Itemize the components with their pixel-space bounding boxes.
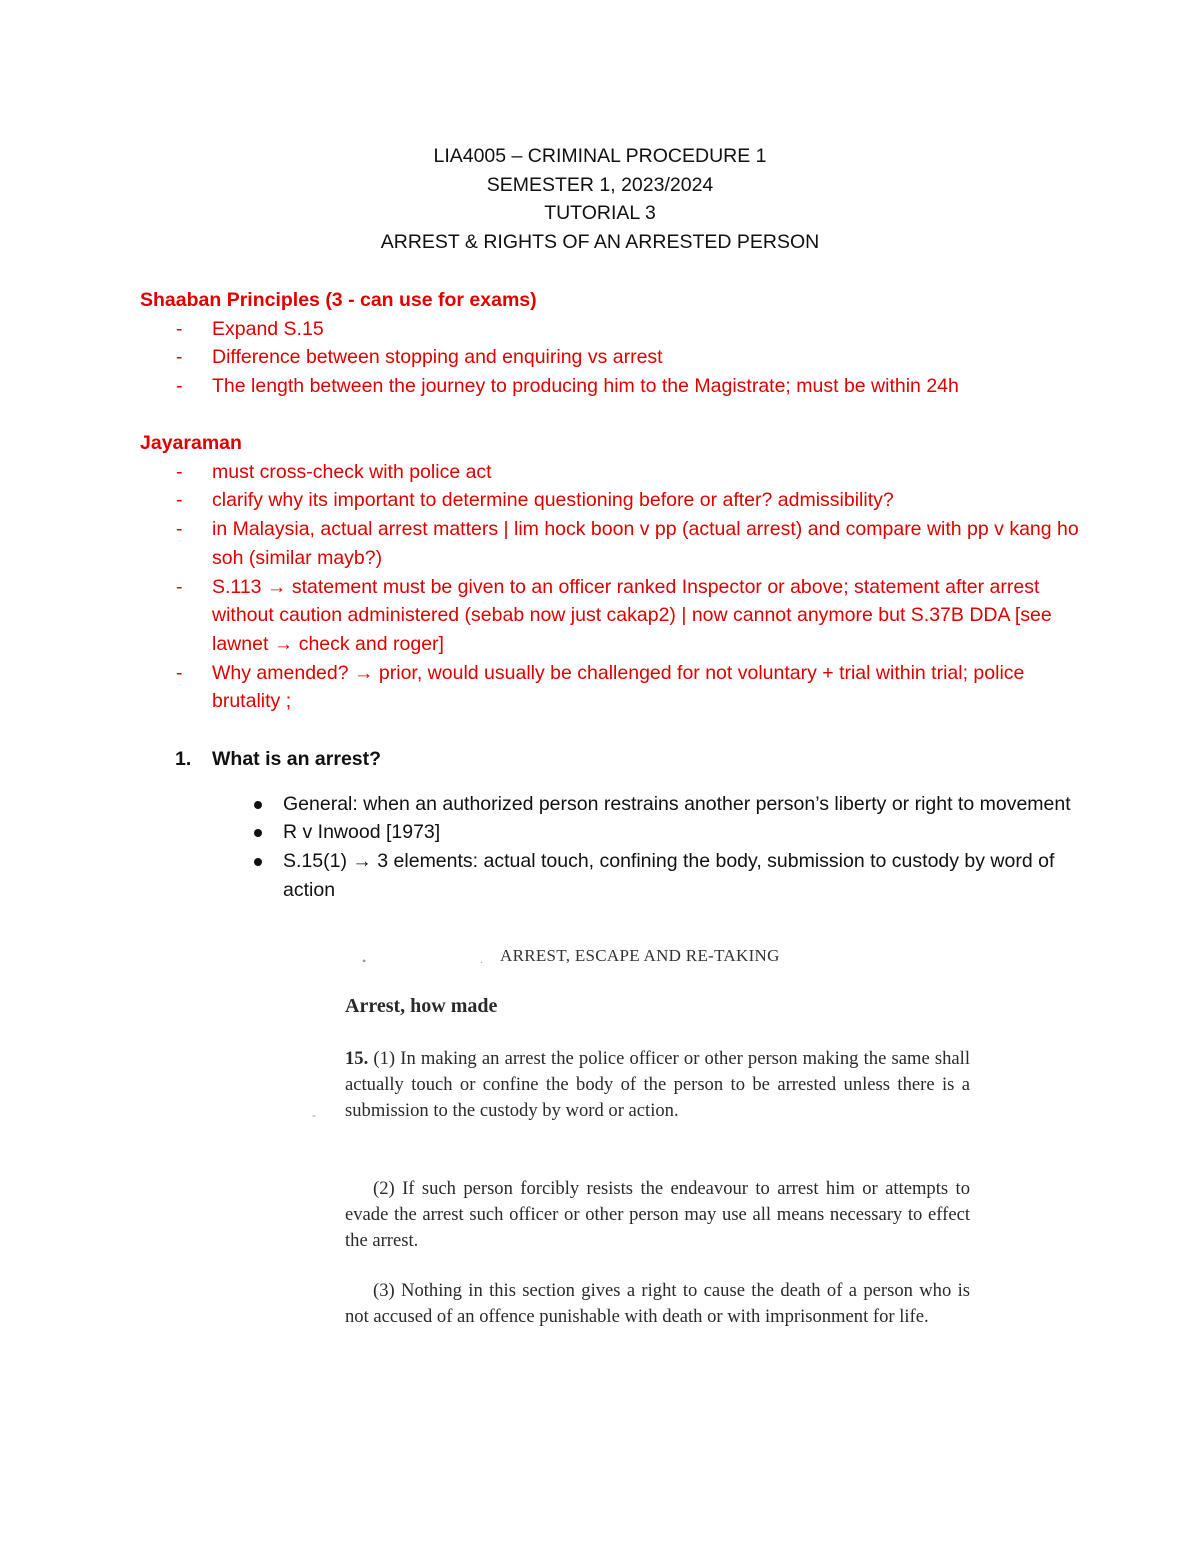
dash-marker: - [176,575,183,598]
scan-section-title: Arrest, how made [345,995,498,1017]
scan-chapter-heading: ARREST, ESCAPE AND RE-TAKING [500,946,780,965]
list-item [140,515,1080,572]
shaaban-list [140,315,1080,401]
dash-marker: - [176,460,183,483]
list-item [140,573,1080,659]
scan-subsection-1 [345,1046,970,1124]
dash-marker: - [176,375,183,398]
scan-subsection-2: (2) If such person forcibly resists the endeavour to arrest him or attempts to evade the arrest such officer or other person may use all means necessary to effect the arrest. [345,1178,970,1251]
list-item [140,659,1080,716]
semester-line: SEMESTER 1, 2023/2024 [486,173,714,196]
list-item-text: The length between the journey to producing him to the Magistrate; must be within 24h [212,375,959,398]
scan-subsection-3: (3) Nothing in this section gives a right to cause the death of a person who is not accused of an offence punishable with death or with imprisonment for life. [345,1280,970,1327]
answer-bullets [175,790,1075,905]
list-item-text: Expand S.15 [212,317,324,340]
list-item [140,372,1080,401]
jayaraman-title: Jayaraman [140,432,242,454]
list-item [175,790,1075,819]
list-item [175,847,1075,904]
list-item-text: R v Inwood [1973] [283,821,441,844]
tutorial-topic: ARREST & RIGHTS OF AN ARRESTED PERSON [380,230,820,253]
question-text: What is an arrest? [212,748,382,770]
tutorial-number: TUTORIAL 3 [544,202,656,225]
question-title [175,745,1075,774]
scan-section-number: 15. [345,1048,369,1069]
list-item-text: Difference between stopping and enquiring vs arrest [212,346,663,369]
statute-scan-image [290,940,990,1370]
list-item-text: must cross-check with police act [212,460,492,483]
question-1 [175,745,1075,905]
list-item-text: General: when an authorized person restrains another person’s liberty or right to movement [283,792,1071,815]
list-item [140,315,1080,344]
list-item-text: in Malaysia, actual arrest matters | lim hock boon v pp (actual arrest) and compare with pp v kang ho soh (similar mayb?) [212,518,1079,569]
jayaraman-notes [140,429,1080,716]
list-item [140,486,1080,515]
dash-marker: - [176,661,183,684]
list-item [140,458,1080,487]
question-number: 1. [175,748,192,770]
bullet-icon [254,801,262,809]
jayaraman-list [140,458,1080,716]
dash-marker: - [176,489,183,512]
list-item-text: S.15(1) → 3 elements: actual touch, confining the body, submission to custody by word of action [283,850,1055,901]
shaaban-title: Shaaban Principles (3 - can use for exams) [140,289,537,311]
document-header [0,142,1200,256]
dash-marker: - [176,317,183,340]
scan-speck: • [362,954,367,968]
scan-speck: . [480,952,483,966]
shaaban-notes [140,286,1080,401]
list-item [175,818,1075,847]
scan-subsection-1-text: (1) In making an arrest the police officer or other person making the same shall actually touch or confine the body of the person to be arrested unless there is a submission to the custody by word or action. [345,1048,970,1121]
list-item [140,343,1080,372]
bullet-icon [254,858,262,866]
dash-marker: - [176,518,183,541]
list-item-text: clarify why its important to determine questioning before or after? admissibility? [212,489,894,512]
dash-marker: - [176,346,183,369]
list-item-text: S.113 → statement must be given to an officer ranked Inspector or above; statement after arrest without caution administered (sebab now just cakap2) | now cannot anymore but S.37B DDA [see lawnet → check and roger] [212,575,1052,655]
course-title: LIA4005 – CRIMINAL PROCEDURE 1 [433,145,767,167]
list-item-text: Why amended? → prior, would usually be challenged for not voluntary + trial within trial; police brutality ; [212,661,1025,713]
scan-speck: - [312,1108,316,1122]
bullet-icon [254,829,262,837]
